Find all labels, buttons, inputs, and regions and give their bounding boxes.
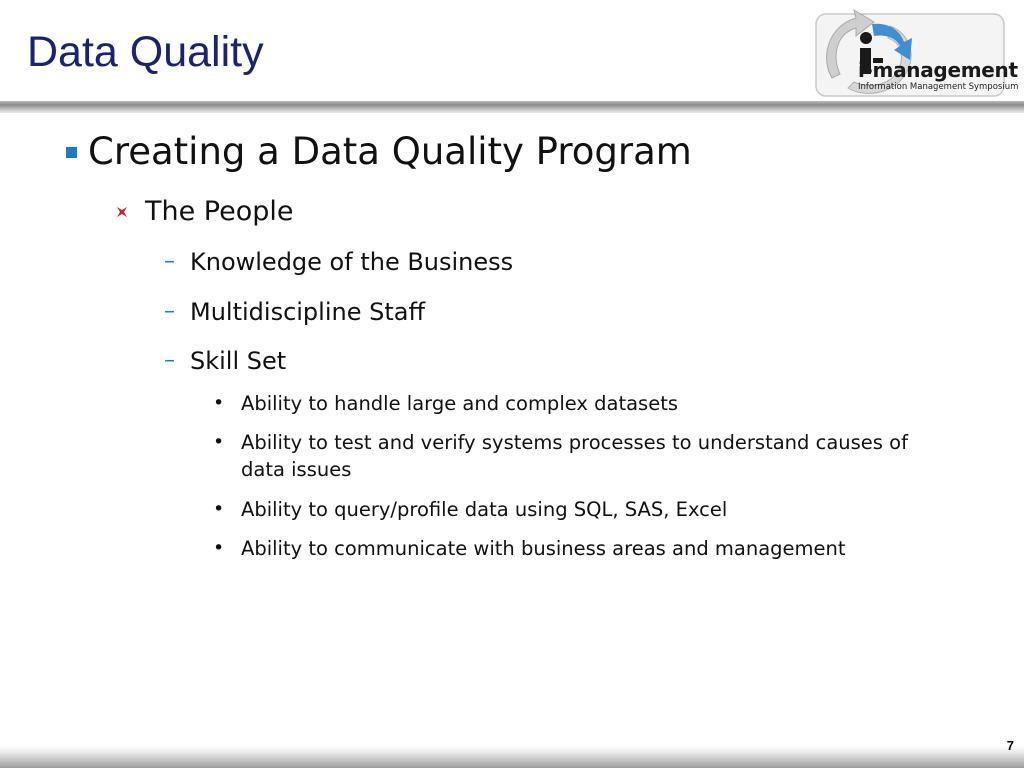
skill-bullet-text: Ability to communicate with business areas and management [241, 537, 846, 560]
logo-tagline: Information Management Symposium [858, 82, 1019, 92]
logo [814, 8, 1019, 100]
skill-bullet-text: Ability to test and verify systems processes to understand causes of data issues [241, 431, 908, 481]
outline-item-text: Knowledge of the Business [190, 248, 514, 276]
skill-bullet-text: Ability to handle large and complex datasets [241, 392, 679, 415]
dash-bullet-icon: – [164, 299, 175, 324]
star-bullet-icon [116, 206, 128, 218]
dot-bullet-icon: • [213, 498, 225, 520]
logo-wordmark: i-management [858, 58, 1018, 82]
outline-item-text: Multidiscipline Staff [190, 298, 425, 326]
dash-bullet-icon: – [164, 348, 175, 373]
skill-bullet-text: Ability to query/profile data using SQL, SAS, Excel [241, 498, 728, 521]
header-rule [0, 101, 1024, 113]
page-number: 7 [1006, 738, 1014, 753]
slide-title: Data Quality [27, 28, 264, 76]
dot-bullet-icon: • [213, 431, 225, 453]
dot-bullet-icon: • [213, 392, 225, 414]
dash-bullet-icon: – [164, 249, 175, 274]
footer-bar [0, 746, 1024, 768]
dot-bullet-icon: • [213, 537, 225, 559]
outline-subheading: The People [145, 196, 294, 227]
outline-heading: Creating a Data Quality Program [88, 130, 692, 173]
square-bullet-icon [66, 147, 77, 158]
outline-item-text: Skill Set [190, 347, 287, 375]
